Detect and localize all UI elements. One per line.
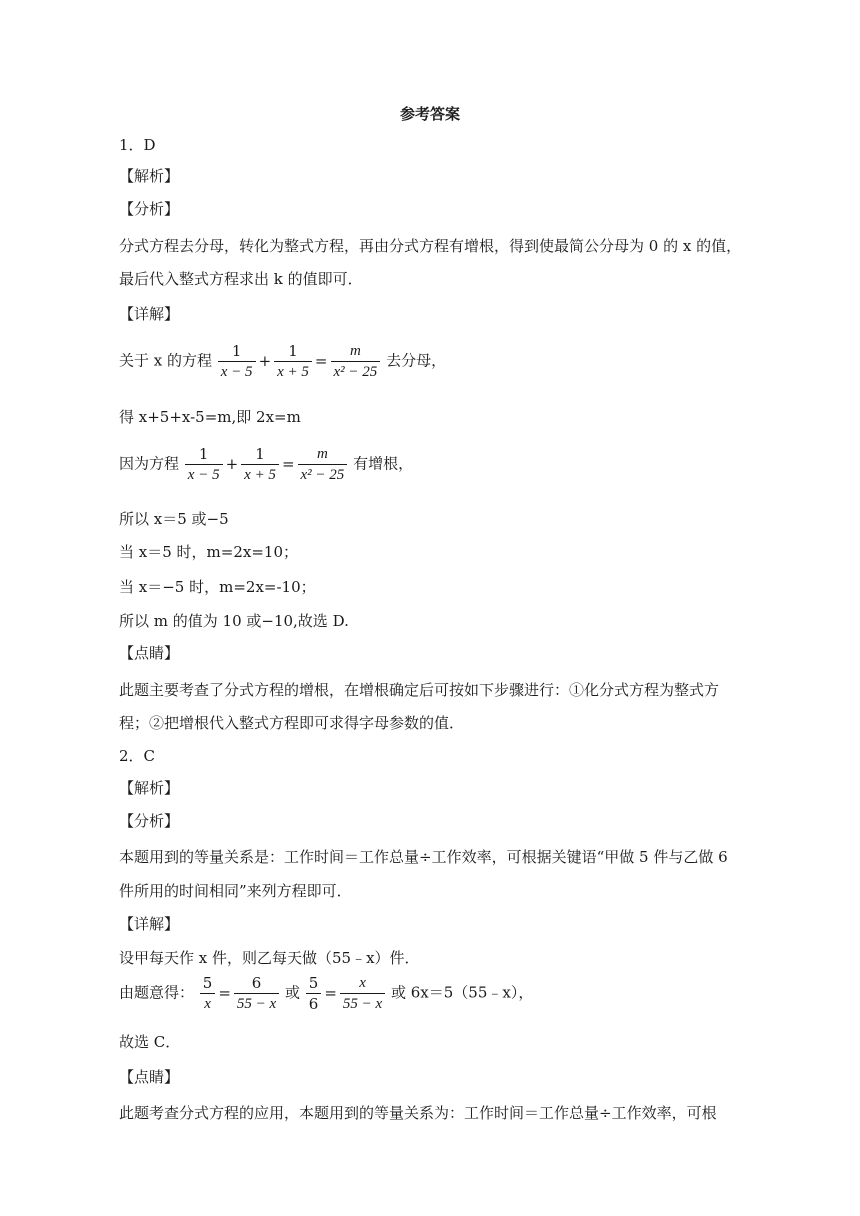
equals-sign: =	[218, 983, 231, 1002]
q2-step-1: 设甲每天作 x 件，则乙每天做（55﹣x）件．	[119, 949, 420, 967]
fraction-denominator: x² − 25	[333, 364, 378, 380]
q1-step-2: 所以 x＝5 或−5	[119, 510, 229, 528]
fraction-numerator: 6	[234, 973, 279, 994]
fraction-denominator: 6	[308, 995, 319, 1013]
or-word: 或	[284, 983, 300, 1002]
fraction	[340, 973, 385, 1014]
fraction-numerator: 1	[218, 341, 256, 362]
equals-sign: =	[281, 454, 295, 473]
q1-answer: 1．D	[119, 136, 156, 154]
q2-fenxi-heading: 【分析】	[119, 812, 180, 830]
equals-sign: =	[314, 351, 328, 370]
q2-analysis-line-2: 件所用的时间相同”来列方程即可．	[119, 882, 352, 900]
q1-eq2-prefix: 因为方程	[119, 454, 180, 473]
fraction-denominator: 55 − x	[236, 996, 277, 1012]
q1-analysis-line-2: 最后代入整式方程求出 k 的值即可．	[119, 270, 363, 288]
q1-eq-suffix: 去分母，	[386, 351, 447, 370]
fraction	[185, 444, 223, 485]
fraction	[200, 973, 216, 1014]
plus-sign: +	[258, 351, 272, 370]
q1-eq2-suffix: 有增根，	[353, 454, 414, 473]
fraction	[331, 341, 381, 382]
q1-dianjing-heading: 【点睛】	[119, 644, 180, 662]
fraction-numerator: 1	[185, 444, 223, 465]
q2-answer: 2．C	[119, 747, 156, 765]
fraction-denominator: x + 5	[277, 364, 309, 380]
fraction	[306, 973, 322, 1014]
q2-xiangjie-heading: 【详解】	[119, 915, 180, 933]
fraction-numerator: m	[331, 341, 381, 362]
fraction-numerator: x	[340, 973, 385, 994]
equals-sign: =	[324, 983, 337, 1002]
q1-equation-line	[119, 341, 446, 382]
q2-equation-line	[119, 973, 533, 1014]
q1-step-4: 当 x＝−5 时，m=2x=-10；	[119, 578, 316, 596]
q1-comment-line-1: 此题主要考查了分式方程的增根，在增根确定后可按如下步骤进行：①化分式方程为整式方	[119, 681, 720, 699]
q1-analysis-line-1: 分式方程去分母，转化为整式方程，再由分式方程有增根，得到使最简公分母为 0 的 x 的值，	[119, 237, 742, 255]
q1-equation-line-2	[119, 444, 413, 485]
q2-analysis-line-1: 本题用到的等量关系是：工作时间＝工作总量÷工作效率，可根据关键语“甲做 5 件与乙做 6	[119, 848, 728, 866]
q1-jiexi-heading: 【解析】	[119, 167, 180, 185]
q2-eq-prefix: 由题意得：	[119, 983, 195, 1002]
plus-sign: +	[225, 454, 239, 473]
q1-fenxi-heading: 【分析】	[119, 200, 180, 218]
q1-step-3: 当 x＝5 时，m=2x=10；	[119, 543, 298, 561]
q1-eq-prefix: 关于 x 的方程	[119, 351, 212, 370]
q1-step-1: 得 x+5+x-5=m,即 2x=m	[119, 408, 301, 426]
fraction-numerator: 5	[200, 973, 216, 994]
fraction-denominator: x − 5	[220, 364, 253, 380]
fraction-numerator: 5	[306, 973, 322, 994]
fraction-numerator: 1	[241, 444, 279, 465]
q1-xiangjie-heading: 【详解】	[119, 305, 180, 323]
fraction-denominator: x	[204, 996, 211, 1012]
fraction-numerator: m	[298, 444, 348, 465]
fraction-denominator: x + 5	[244, 467, 276, 483]
q1-step-5: 所以 m 的值为 10 或−10,故选 D.	[119, 612, 349, 630]
q1-comment-line-2: 程；②把增根代入整式方程即可求得字母参数的值．	[119, 714, 465, 732]
fraction-denominator: 55 − x	[342, 996, 383, 1012]
page-title: 参考答案	[399, 105, 460, 123]
fraction	[218, 341, 256, 382]
fraction	[234, 973, 279, 1014]
fraction-denominator: x² − 25	[300, 467, 345, 483]
q2-comment-line-1: 此题考查分式方程的应用，本题用到的等量关系为：工作时间＝工作总量÷工作效率，可根	[119, 1104, 717, 1122]
fraction-numerator: 1	[274, 341, 312, 362]
fraction-denominator: x − 5	[187, 467, 220, 483]
fraction	[298, 444, 348, 485]
q2-jiexi-heading: 【解析】	[119, 779, 180, 797]
q2-eq-suffix: 或 6x＝5（55﹣x），	[390, 983, 534, 1002]
q2-dianjing-heading: 【点睛】	[119, 1068, 180, 1086]
fraction	[274, 341, 312, 382]
q2-step-2: 故选 C．	[119, 1033, 181, 1051]
fraction	[241, 444, 279, 485]
